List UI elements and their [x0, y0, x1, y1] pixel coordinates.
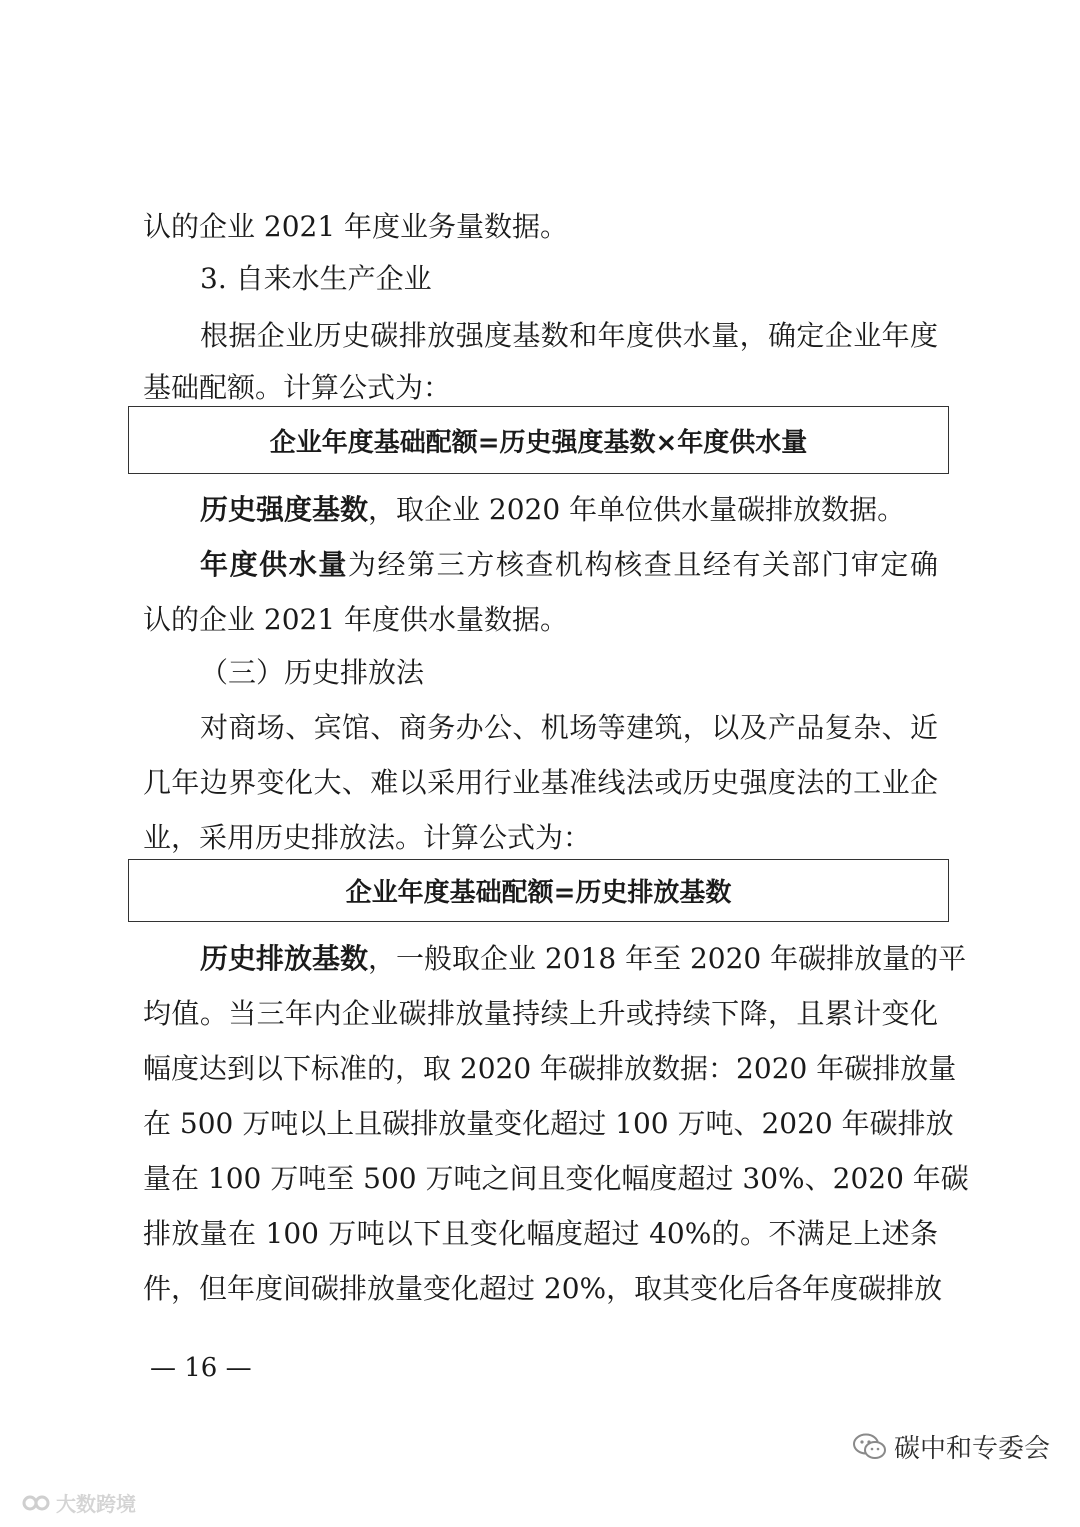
text-run: ，取企业 2020 年单位供水量碳排放数据。 [368, 493, 906, 526]
text-line [143, 1216, 938, 1252]
text-run: 基础配额。计算公式为： [143, 371, 452, 404]
text-run: 业，采用历史排放法。计算公式为： [143, 821, 592, 854]
formula-text: 企业年度基础配额=历史排放基数 [345, 878, 732, 908]
text-run: 认的企业 2021 年度供水量数据。 [143, 603, 569, 636]
text-run: 排放量在 100 万吨以下且变化幅度超过 40%的。不满足上述条 [143, 1217, 938, 1250]
wechat-icon [852, 1432, 888, 1462]
text-run: 对商场、宾馆、商务办公、机场等建筑，以及产品复杂、近 [200, 711, 938, 744]
text-run: 根据企业历史碳排放强度基数和年度供水量，确定企业年度 [200, 319, 938, 352]
text-run: 几年边界变化大、难以采用行业基准线法或历史强度法的工业企 [143, 766, 938, 799]
text-run: 均值。当三年内企业碳排放量持续上升或持续下降，且累计变化 [143, 997, 938, 1030]
text-run: 在 500 万吨以上且碳排放量变化超过 100 万吨、2020 年碳排放 [143, 1107, 954, 1140]
text-line [143, 1051, 957, 1087]
text-line [200, 261, 938, 297]
text-line [200, 318, 938, 354]
watermark-left-text: 大数跨境 [56, 1492, 136, 1516]
text-line [143, 820, 938, 856]
text-run: 量在 100 万吨至 500 万吨之间且变化幅度超过 30%、2020 年碳 [143, 1162, 969, 1195]
term-bold: 历史强度基数 [200, 493, 369, 526]
text-line [143, 1271, 943, 1307]
term-bold: 历史排放基数 [200, 942, 369, 975]
term-bold: 年度供水量 [200, 548, 348, 581]
text-run: 认的企业 2021 年度业务量数据。 [143, 210, 569, 243]
text-line [143, 209, 938, 245]
text-line [200, 941, 967, 977]
text-line [200, 655, 938, 691]
page-number: — 16 — [150, 1353, 252, 1383]
text-run: 3. 自来水生产企业 [200, 262, 432, 295]
watermark-right [852, 1428, 1050, 1465]
watermark-right-text: 碳中和专委会 [894, 1434, 1051, 1464]
text-line [143, 765, 938, 801]
text-line [143, 370, 938, 406]
logo-icon [22, 1492, 52, 1514]
text-line [200, 492, 938, 528]
text-line [143, 1161, 969, 1197]
text-line [143, 996, 938, 1032]
text-line [143, 1106, 954, 1142]
text-run: 件，但年度间碳排放量变化超过 20%，取其变化后各年度碳排放 [143, 1272, 943, 1305]
text-line [200, 710, 938, 746]
text-run: 幅度达到以下标准的，取 2020 年碳排放数据：2020 年碳排放量 [143, 1052, 957, 1085]
formula-box-water [128, 406, 949, 474]
formula-text: 企业年度基础配额=历史强度基数×年度供水量 [269, 427, 808, 458]
text-run: 为经第三方核查机构核查且经有关部门审定确 [347, 548, 938, 581]
text-run: ，一般取企业 2018 年至 2020 年碳排放量的平 [368, 942, 967, 975]
text-run: （三）历史排放法 [200, 656, 425, 689]
formula-box-history [128, 859, 949, 922]
text-line [143, 602, 938, 638]
text-line [200, 547, 938, 583]
watermark-left [22, 1488, 136, 1517]
